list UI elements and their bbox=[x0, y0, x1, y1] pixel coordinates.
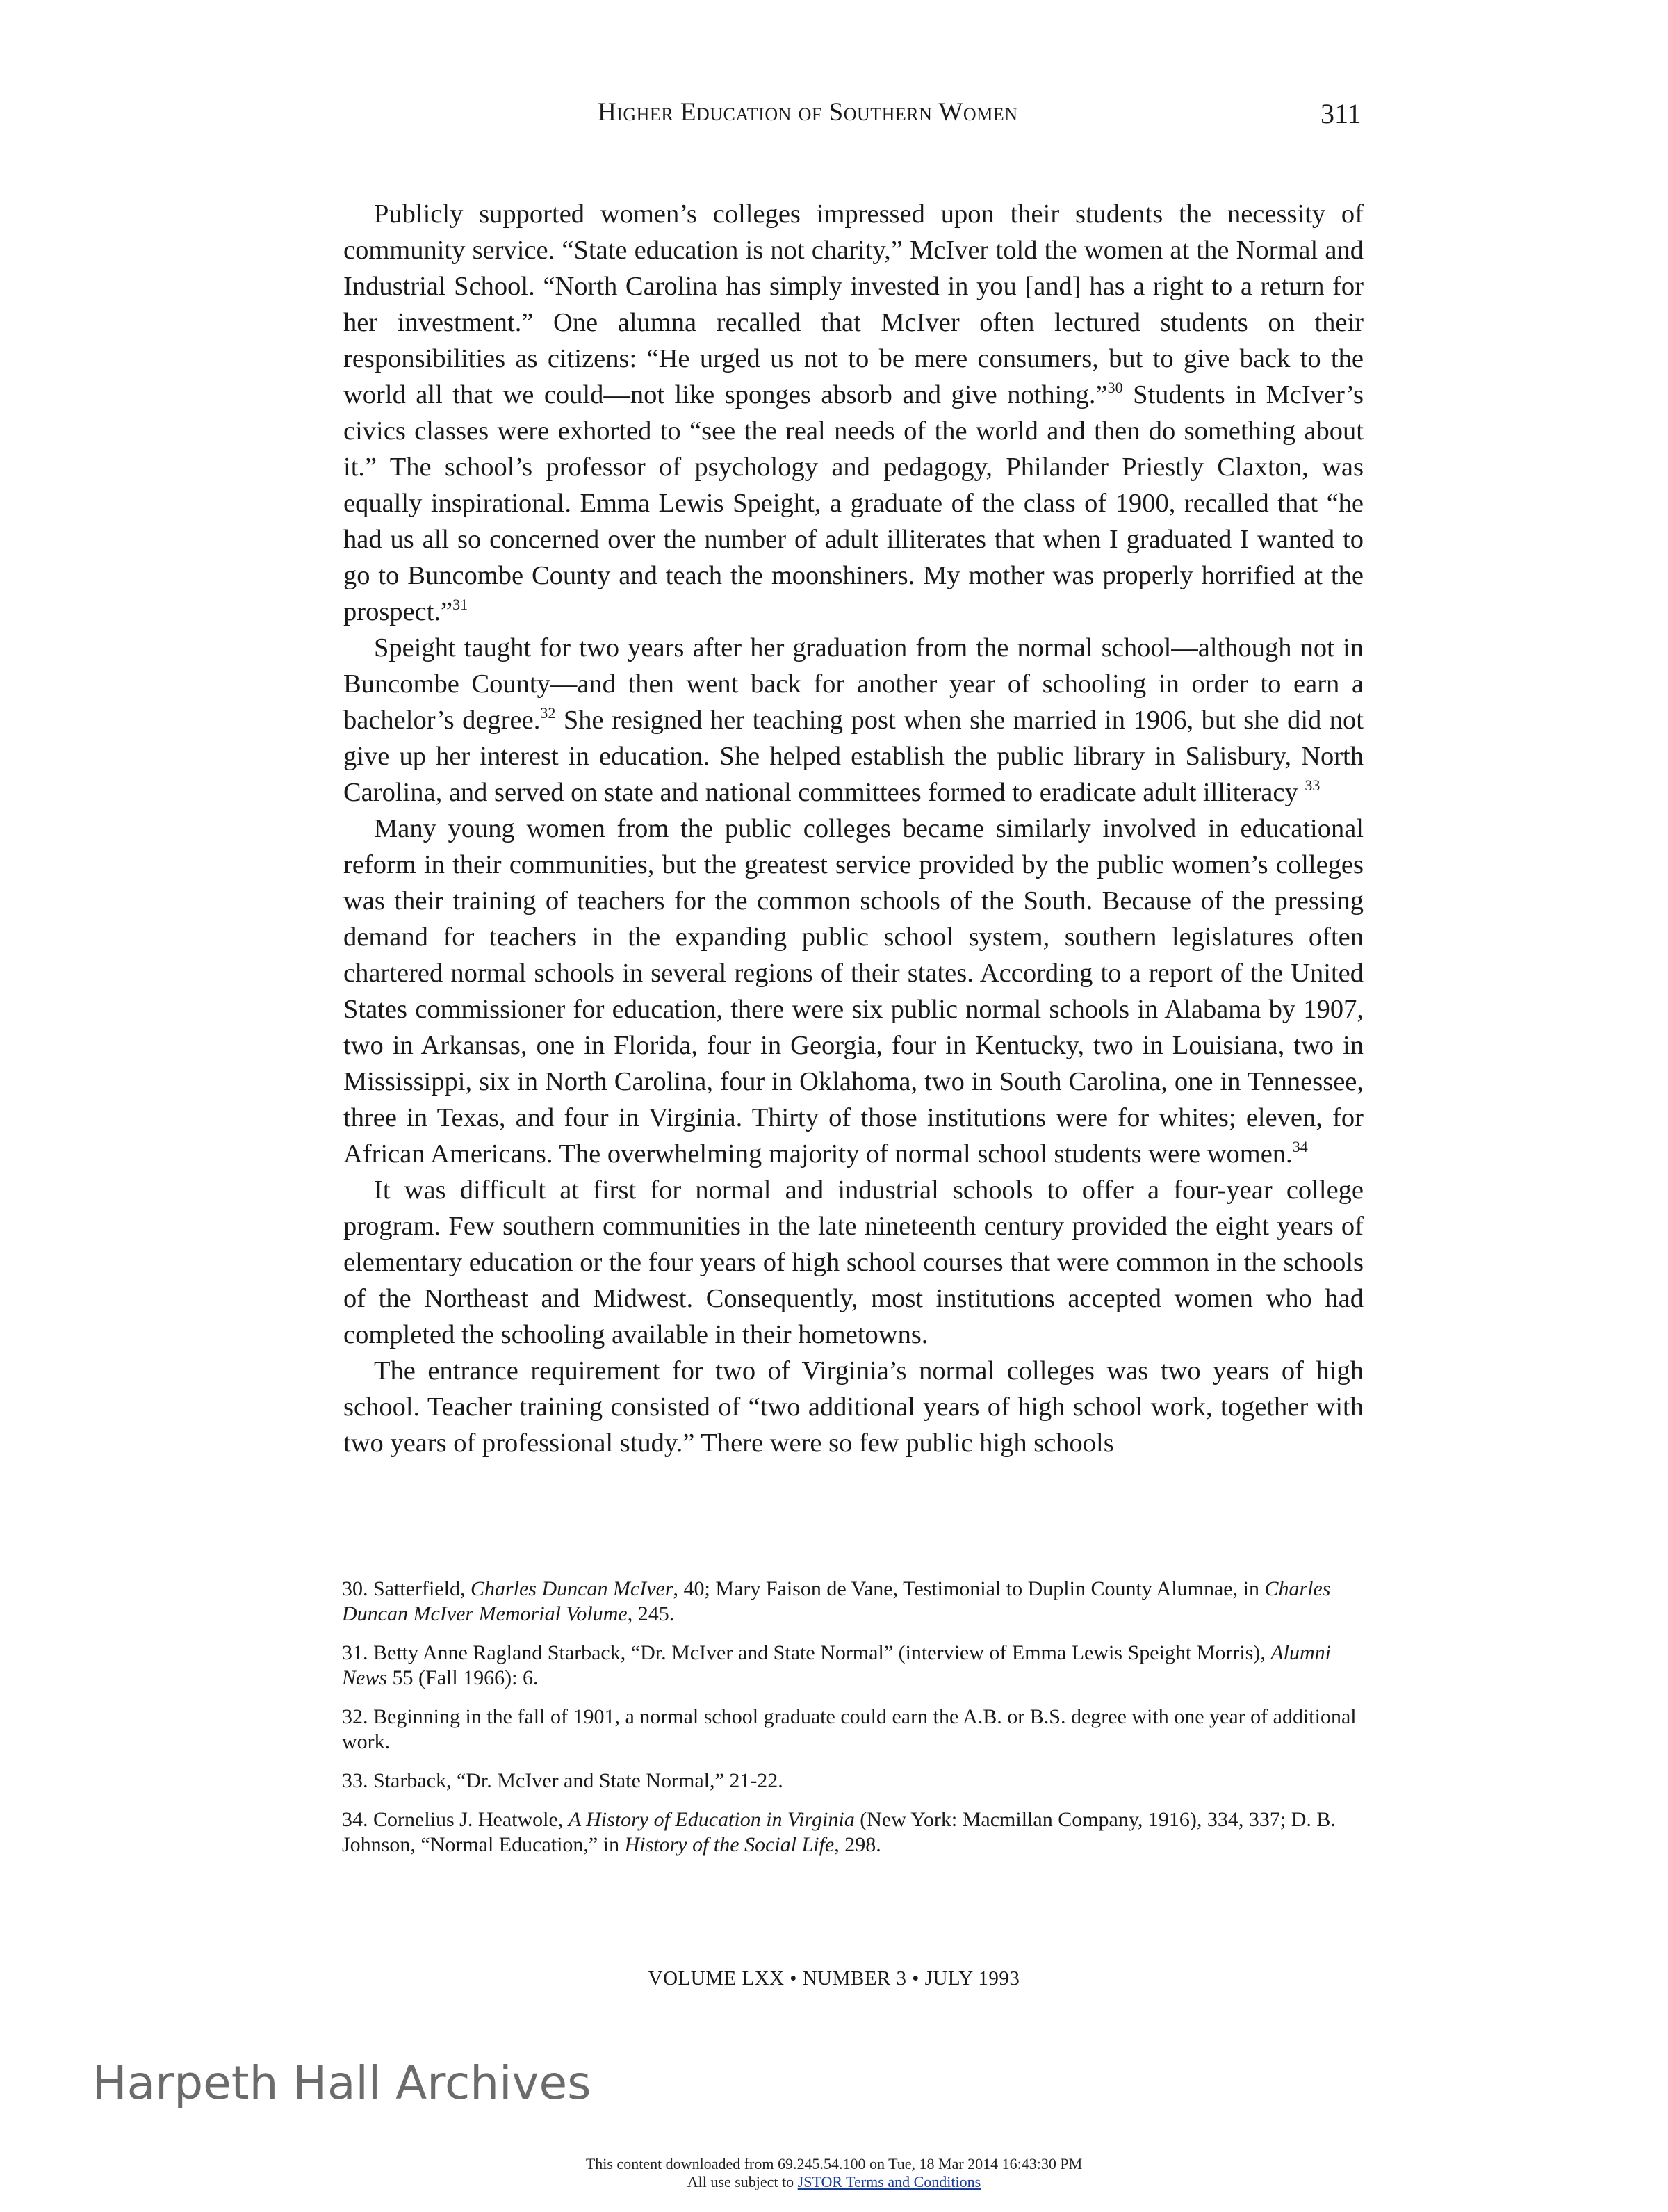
text-run: The entrance requirement for two of Virginia’s normal colleges was two years of high school. Teacher training consisted of “two additional years of high school work, together with two years of professional study.” There were so few public high schools bbox=[343, 1356, 1364, 1458]
footnote-ref: 32 bbox=[540, 704, 556, 722]
body-text bbox=[343, 196, 1364, 1461]
text-run: (New York: Macmillan Company, 1916), 334, 337; D. B. Johnson, “Normal Education,” in bbox=[342, 1808, 1336, 1856]
italic-title: A History of Education in Virginia bbox=[568, 1808, 855, 1831]
footnote bbox=[342, 1807, 1364, 1857]
jstor-notice bbox=[0, 2155, 1668, 2191]
volume-issue-footer: VOLUME LXX • NUMBER 3 • JULY 1993 bbox=[648, 1967, 1020, 1990]
footnote-ref: 30 bbox=[1107, 379, 1123, 396]
text-run: Publicly supported women’s colleges impressed upon their students the necessity of community service. “State education is not charity,” McIver told the women at the Normal and Industrial School. “North Carolina has simply invested in you [and] has a right to a return for her investment.” One alumna recalled that McIver often lectured students on their responsibilities as citizens: “He urged us not to be mere consumers, but to give back to the world all that we could—not like sponges absorb and give nothing.” bbox=[343, 200, 1364, 409]
text-run: Students in McIver’s civics classes were exhorted to “see the real needs of the world and then do something about it.” The school’s professor of psychology and pedagogy, Philander Priestly Claxton, was equally inspirational. Emma Lewis Speight, a graduate of the class of 1900, recalled that “he had us all so concerned over the number of adult illiterates that when I graduated I wanted to go to Buncombe County and teach the moonshiners. My mother was properly horrified at the prospect.” bbox=[343, 380, 1364, 626]
text-run: 34. Cornelius J. Heatwole, bbox=[342, 1808, 569, 1831]
page-number: 311 bbox=[1320, 98, 1362, 129]
italic-title: Charles Duncan McIver bbox=[470, 1577, 673, 1600]
footnote bbox=[342, 1768, 1364, 1794]
italic-title: Charles Duncan McIver Memorial Volume bbox=[342, 1577, 1331, 1625]
terms-line bbox=[0, 2173, 1668, 2191]
archive-watermark: Harpeth Hall Archives bbox=[92, 2056, 591, 2110]
text-run: 33. Starback, “Dr. McIver and State Normal,” 21-22. bbox=[342, 1769, 783, 1792]
italic-title: Alumni News bbox=[342, 1641, 1332, 1689]
footnote bbox=[342, 1641, 1364, 1691]
footnote-ref: 33 bbox=[1305, 776, 1320, 794]
text-run: , 298. bbox=[834, 1833, 881, 1856]
text-run: , 40; Mary Faison de Vane, Testimonial to Duplin County Alumnae, in bbox=[673, 1577, 1265, 1600]
body-paragraph bbox=[343, 1353, 1364, 1461]
text-run: Speight taught for two years after her graduation from the normal school—although not in Buncombe County—and then went back for another year of schooling in order to earn a bachelor’s degree. bbox=[343, 633, 1364, 735]
jstor-terms-link[interactable]: JSTOR Terms and Conditions bbox=[797, 2173, 981, 2190]
footnote-ref: 31 bbox=[452, 596, 468, 613]
footnotes bbox=[342, 1577, 1364, 1871]
running-head: Higher Education of Southern Women bbox=[598, 98, 1018, 127]
body-paragraph bbox=[343, 811, 1364, 1172]
text-run: 32. Beginning in the fall of 1901, a normal school graduate could earn the A.B. or B.S. degree with one year of additional work. bbox=[342, 1705, 1357, 1753]
text-run: , 245. bbox=[627, 1602, 675, 1625]
italic-title: History of the Social Life bbox=[624, 1833, 835, 1856]
text-run: 30. Satterfield, bbox=[342, 1577, 471, 1600]
body-paragraph bbox=[343, 196, 1364, 630]
footnote bbox=[342, 1577, 1364, 1627]
text-run: She resigned her teaching post when she married in 1906, but she did not give up her interest in education. She helped establish the public library in Salisbury, North Carolina, and served on state and national committees formed to eradicate adult illiteracy bbox=[343, 706, 1364, 807]
footnote-ref: 34 bbox=[1292, 1138, 1308, 1155]
body-paragraph bbox=[343, 630, 1364, 811]
text-run: Many young women from the public colleges became similarly involved in educational reform in their communities, but the greatest service provided by the public women’s colleges was their training of teachers for the common schools of the South. Because of the pressing demand for teachers in the expanding public school system, southern legislatures often chartered normal schools in several regions of their states. According to a report of the United States commissioner for education, there were six public normal schools in Alabama by 1907, two in Arkansas, one in Florida, four in Georgia, four in Kentucky, two in Louisiana, two in Mississippi, six in North Carolina, four in Oklahoma, two in South Carolina, one in Tennessee, three in Texas, and four in Virginia. Thirty of those institutions were for whites; eleven, for African Americans. The overwhelming majority of normal school students were women. bbox=[343, 814, 1364, 1169]
download-line: This content downloaded from 69.245.54.100 on Tue, 18 Mar 2014 16:43:30 PM bbox=[585, 2155, 1083, 2172]
text-run: 55 (Fall 1966): 6. bbox=[387, 1666, 539, 1689]
body-paragraph bbox=[343, 1172, 1364, 1353]
footnote bbox=[342, 1705, 1364, 1755]
text-run: 31. Betty Anne Ragland Starback, “Dr. McIver and State Normal” (interview of Emma Lewis Speight Morris), bbox=[342, 1641, 1271, 1664]
terms-prefix: All use subject to bbox=[687, 2173, 798, 2190]
text-run: It was difficult at first for normal and industrial schools to offer a four-year college program. Few southern communities in the late nineteenth century provided the eight years of elementary education or the four years of high school courses that were common in the schools of the Northeast and Midwest. Consequently, most institutions accepted women who had completed the schooling available in their hometowns. bbox=[343, 1176, 1364, 1349]
